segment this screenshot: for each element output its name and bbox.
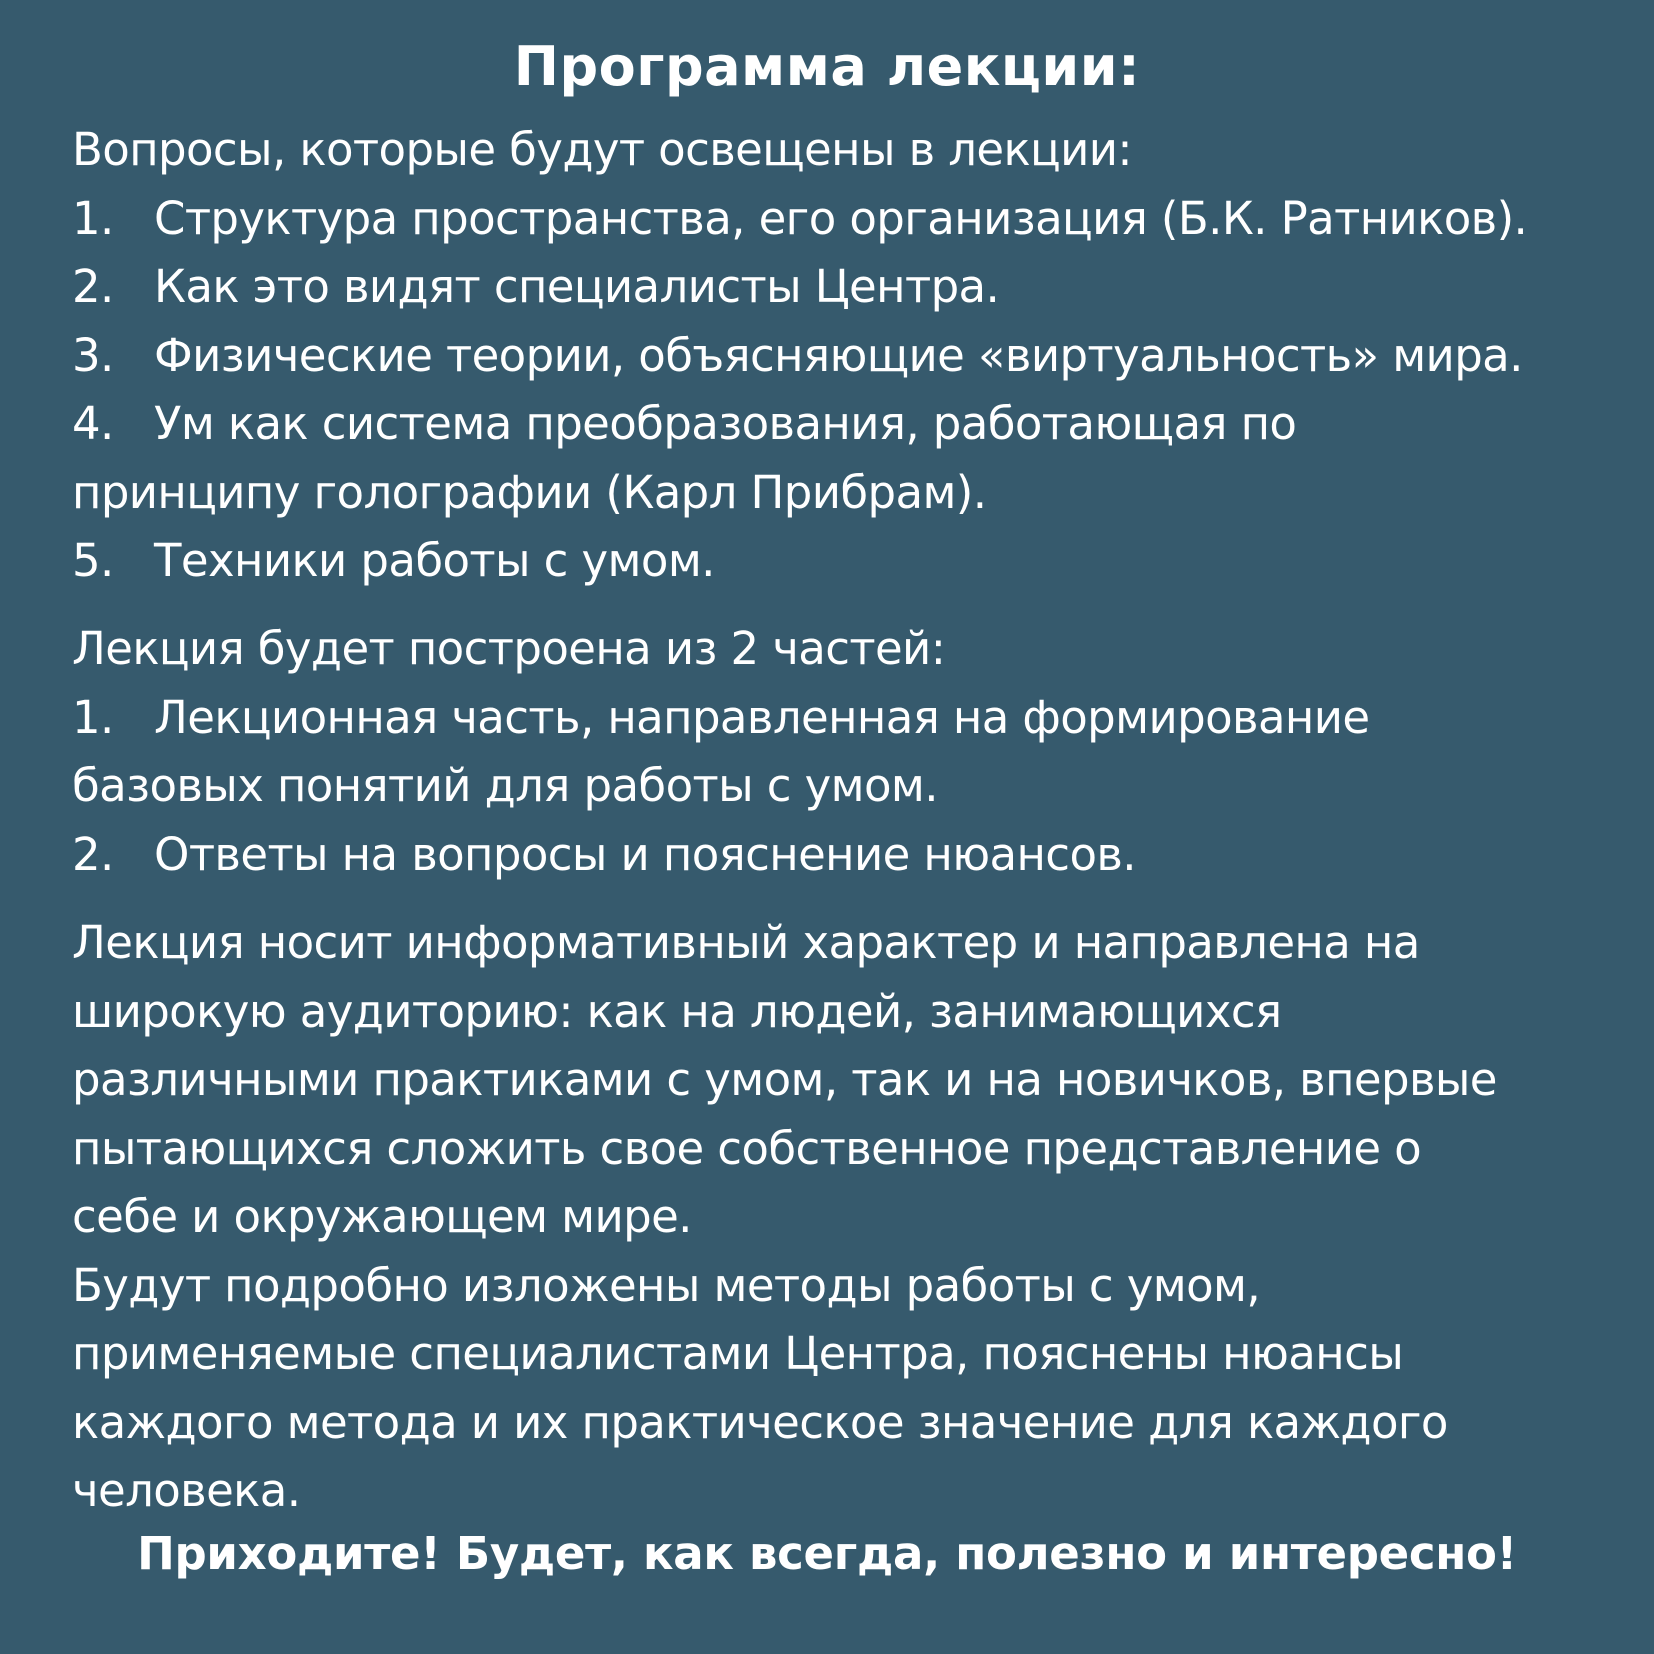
list-item-text: Ответы на вопросы и пояснение нюансов. bbox=[154, 827, 1137, 881]
list-item-text: Физические теории, объясняющие «виртуальность» мира. bbox=[154, 328, 1523, 382]
list-item-text: Лекционная часть, направленная на формирование bbox=[154, 690, 1370, 744]
description-line: каждого метода и их практическое значение для каждого bbox=[72, 1395, 1448, 1449]
description-line: широкую аудиторию: как на людей, занимающихся bbox=[72, 984, 1282, 1038]
list-item-continuation: принципу голографии (Карл Прибрам). bbox=[72, 465, 987, 519]
list-item-number: 1. bbox=[72, 191, 114, 245]
description-line: себе и окружающем мире. bbox=[72, 1190, 692, 1243]
description-line: пытающихся сложить свое собственное представление о bbox=[72, 1121, 1422, 1175]
list-item-continuation: базовых понятий для работы с умом. bbox=[72, 759, 938, 812]
description-line: применяемые специалистами Центра, пояснены нюансы bbox=[72, 1327, 1404, 1380]
list-item-text: Структура пространства, его организация (Б.К. Ратников). bbox=[154, 191, 1528, 245]
description-section bbox=[72, 909, 1632, 1526]
list-item bbox=[72, 390, 1632, 459]
list-item-number: 2. bbox=[72, 827, 114, 881]
parts-section bbox=[72, 615, 1632, 889]
list-item-text: Техники работы с умом. bbox=[154, 534, 715, 587]
list-item-number: 5. bbox=[72, 534, 114, 587]
list-item-text: Как это видят специалисты Центра. bbox=[154, 260, 1000, 313]
list-item bbox=[72, 684, 1632, 753]
list-item-number: 1. bbox=[72, 690, 114, 744]
questions-section bbox=[72, 116, 1632, 596]
questions-intro: Вопросы, которые будут освещены в лекции: bbox=[72, 123, 1132, 176]
list-item-text: Ум как система преобразования, работающая по bbox=[154, 397, 1297, 450]
page-title: Программа лекции: bbox=[513, 35, 1141, 98]
list-item-number: 3. bbox=[72, 328, 114, 382]
list-item bbox=[72, 253, 1632, 322]
list-item bbox=[72, 527, 1632, 596]
description-line: Лекция носит информативный характер и направлена на bbox=[72, 916, 1420, 969]
description-line: различными практиками с умом, так и на новичков, впервые bbox=[72, 1053, 1497, 1106]
parts-intro: Лекция будет построена из 2 частей: bbox=[72, 622, 946, 675]
list-item-number: 2. bbox=[72, 260, 114, 313]
description-line: Будут подробно изложены методы работы с умом, bbox=[72, 1258, 1261, 1312]
list-item bbox=[72, 821, 1632, 890]
description-line: человека. bbox=[72, 1464, 301, 1517]
list-item bbox=[72, 185, 1632, 254]
closing-invitation: Приходите! Будет, как всегда, полезно и интересно! bbox=[137, 1527, 1517, 1580]
list-item bbox=[72, 322, 1632, 391]
list-item-number: 4. bbox=[72, 397, 114, 450]
